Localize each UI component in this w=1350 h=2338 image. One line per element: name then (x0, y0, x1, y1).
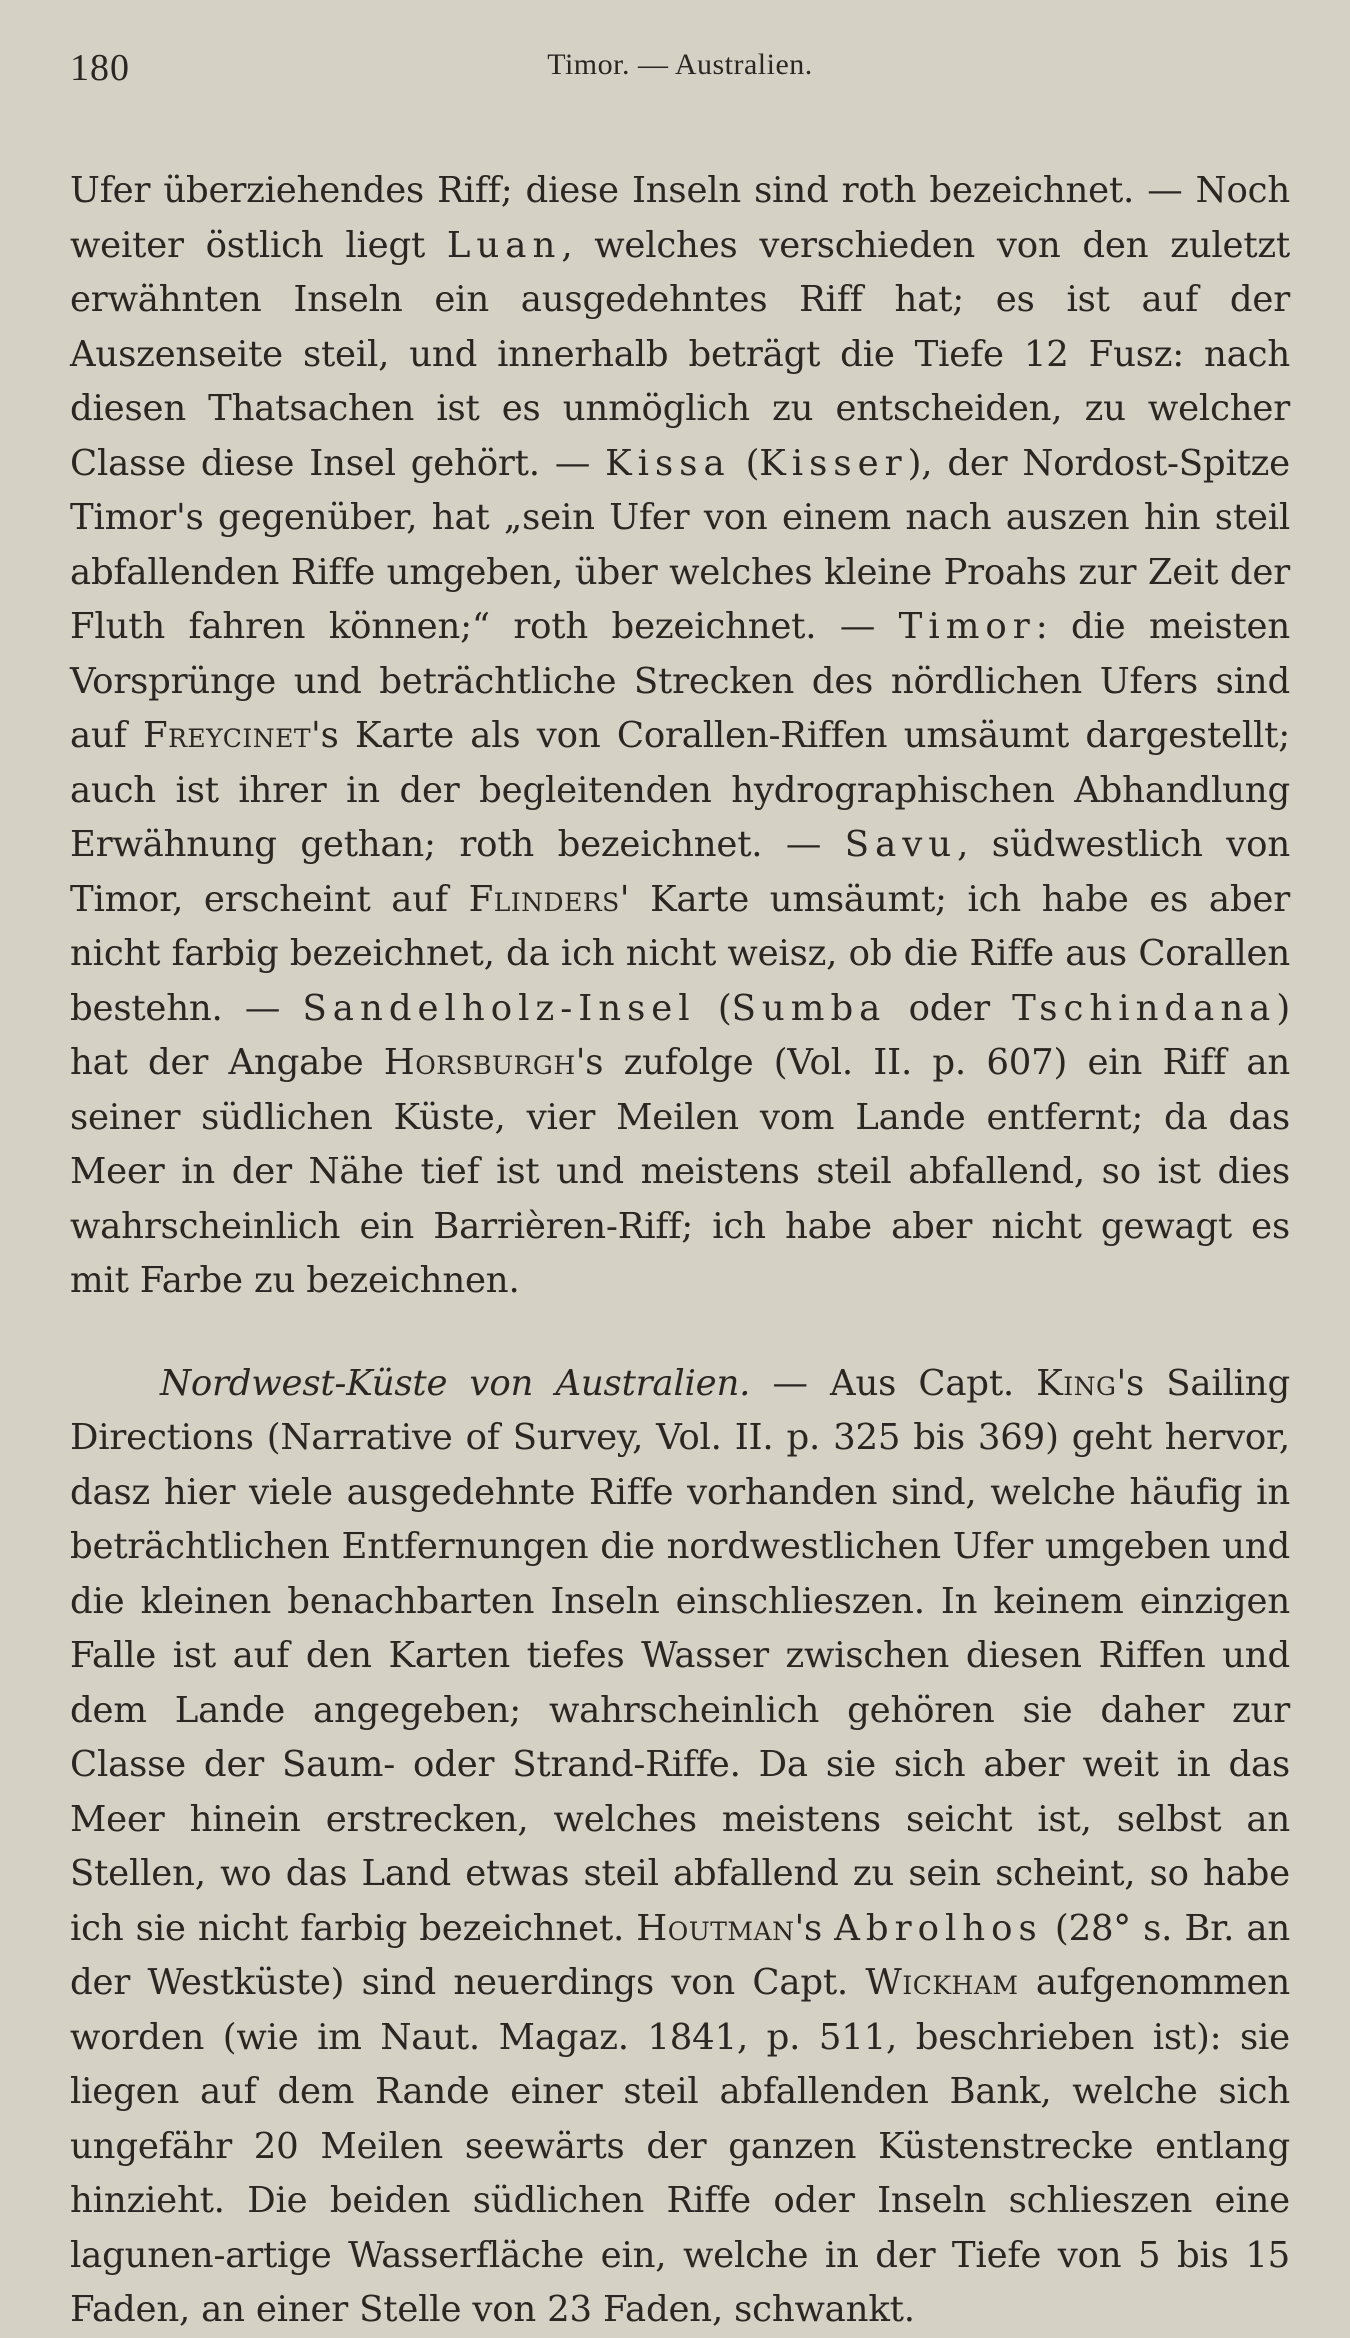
text-run: , südwestlich von Timor, erscheint auf (70, 824, 1290, 920)
spaced-name: Abrolhos (834, 1907, 1043, 1949)
spaced-name: Sandelholz-Insel (302, 987, 696, 1029)
text-run: 's (794, 1907, 835, 1949)
text-run: ), der Nordost-Spitze Timor's gegenüber, hat „sein Ufer von einem nach auszen hin steil abfallenden Riffe umgeben, über welches kleine Proahs zur Zeit der Fluth fahren können;“ roth bezeichnet. — (70, 442, 1290, 647)
text-run: : die meisten Vorsprünge und beträchtliche Strecken des nördlichen Ufers sind auf (70, 606, 1290, 756)
page-number: 180 (70, 47, 130, 89)
author-name: Flinders (468, 878, 620, 920)
running-title: Timor. — Australien. (547, 48, 813, 81)
spaced-name: Kissa (605, 442, 731, 484)
text-run: 's Sailing Directions (Narrative of Survey, Vol. II. p. 325 bis 369) geht hervor, dasz hier viele ausgedehnte Riffe vorhanden sind, welche häufig in beträchtlichen Entfernungen die nordwestlichen Ufer umgeben und die kleinen benachbarten Inseln einschlieszen. In keinem einzigen Falle ist auf den Karten tiefes Wasser zwischen diesen Riffen und dem Lande angegeben; wahrscheinlich gehören sie daher zur Classe der Saum- oder Strand-Riffe. Da sie sich aber weit in das Meer hinein erstrecken, welches meistens seicht ist, selbst an Stellen, wo das Land etwas steil abfallend zu sein scheint, so habe ich sie nicht farbig bezeichnet. (70, 1362, 1290, 1949)
spaced-name: Tschindana (1012, 987, 1277, 1029)
author-name: Wickham (865, 1962, 1019, 2003)
author-name: Horsburgh (383, 1042, 576, 1083)
author-name: Freycinet (142, 715, 312, 756)
spaced-name: Savu (844, 824, 958, 865)
text-run: ( (695, 987, 732, 1029)
spaced-name: Sumba (731, 987, 887, 1029)
running-head (70, 42, 1290, 102)
author-name: King (1036, 1362, 1117, 1404)
text-run: oder (886, 987, 1013, 1029)
body-text (70, 164, 1290, 2338)
section-heading: Nordwest-Küste von Australien. (160, 1362, 751, 1404)
text-run: aufgenommen worden (wie im Naut. Magaz. 1841, p. 511, beschrieben ist): sie liegen auf dem Rande einer steil abfallenden Bank, welche sich ungefähr 20 Meilen seewärts der ganzen Küstenstrecke entlang hinzieht. Die beiden südlichen Riffe oder Inseln schlieszen eine lagunen-artige Wasserfläche ein, welche in der Tiefe von 5 bis 15 Faden, an einer Stelle von 23 Faden, schwankt. (70, 1962, 1290, 2330)
author-name: Houtman (636, 1907, 795, 1949)
text-run: Ufer überziehendes Riff; diese Inseln sind roth bezeichnet. — Noch weiter östlich liegt (70, 170, 1290, 266)
text-run: ' Karte umsäumt; ich habe es aber nicht farbig bezeichnet, da ich nicht weisz, ob die Riffe aus Corallen bestehn. — (70, 878, 1290, 1029)
spaced-name: Luan (446, 224, 562, 266)
text-run: — Aus Capt. (750, 1362, 1037, 1404)
text-run: 's Karte als von Corallen-Riffen umsäumt dargestellt; auch ist ihrer in der begleitenden hydrographischen Abhandlung Erwähnung gethan; roth bezeichnet. — (70, 715, 1291, 865)
spaced-name: Timor (898, 606, 1036, 647)
text-run: ( (730, 442, 760, 484)
paragraph-northwest-australia (70, 1357, 1290, 2338)
text-run: 's zufolge (Vol. II. p. 607) ein Riff an seiner südlichen Küste, vier Meilen vom Lande entfernt; da das Meer in der Nähe tief ist und meistens steil abfallend, so ist dies wahrscheinlich ein Barrièren-Riff; ich habe aber nicht gewagt es mit Farbe zu bezeichnen. (70, 1042, 1290, 1301)
spaced-name: Kisser (759, 442, 908, 484)
paragraph-timor-islands (70, 164, 1290, 1309)
text-run: (28° s. Br. an der Westküste) sind neuerdings von Capt. (70, 1907, 1290, 2003)
text-run: , welches verschieden von den zuletzt erwähnten Inseln ein ausgedehntes Riff hat; es ist auf der Auszenseite steil, und innerhalb beträgt die Tiefe 12 Fusz: nach diesen Thatsachen ist es unmöglich zu entscheiden, zu welcher Classe diese Insel gehört. — (70, 224, 1290, 484)
text-run: ) hat der Angabe (70, 987, 1291, 1083)
